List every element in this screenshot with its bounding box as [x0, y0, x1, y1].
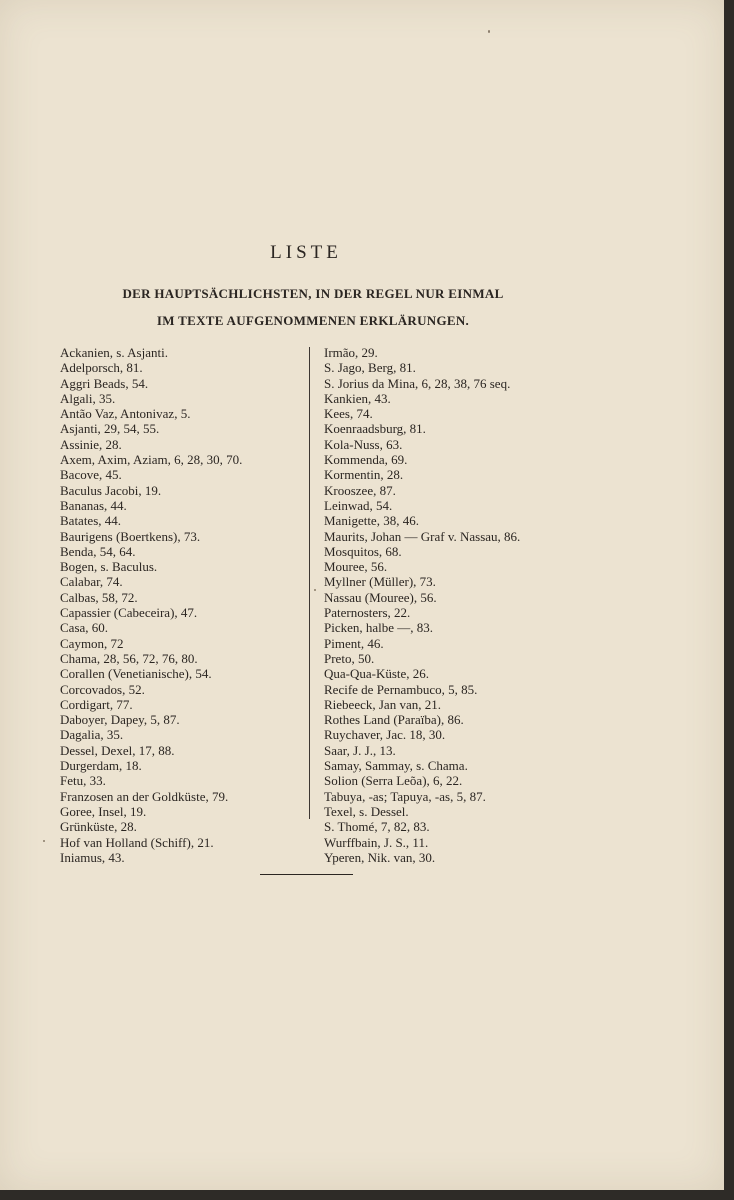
- index-entry: Dessel, Dexel, 17, 88.: [60, 742, 175, 758]
- page-title: LISTE: [270, 242, 342, 263]
- paper-speck: [314, 589, 316, 591]
- index-entry: Mouree, 56.: [324, 559, 388, 575]
- index-entry: Grünküste, 28.: [60, 819, 137, 835]
- index-column-right: [324, 345, 574, 865]
- index-entry: Kola-Nuss, 63.: [324, 436, 403, 452]
- index-entry: Algali, 35.: [60, 390, 116, 406]
- index-entry: Recife de Pernambuco, 5, 85.: [324, 681, 478, 697]
- index-entry: Riebeeck, Jan van, 21.: [324, 696, 441, 712]
- paper-speck: [488, 30, 490, 33]
- index-entry: Nassau (Mouree), 56.: [324, 589, 437, 605]
- index-entry: Baculus Jacobi, 19.: [60, 482, 162, 498]
- index-entry: Picken, halbe —, 83.: [324, 620, 434, 636]
- index-entry: Wurffbain, J. S., 11.: [324, 834, 429, 850]
- index-entry: Adelporsch, 81.: [60, 360, 143, 376]
- index-entry: Ruychaver, Jac. 18, 30.: [324, 727, 446, 743]
- index-entry: Bananas, 44.: [60, 497, 127, 513]
- index-entry: Krooszee, 87.: [324, 482, 396, 498]
- index-entry: Solion (Serra Leõa), 6, 22.: [324, 773, 463, 789]
- page-edge-bottom: [0, 1190, 734, 1200]
- index-entry: Daboyer, Dapey, 5, 87.: [60, 712, 180, 728]
- index-entry: Kankien, 43.: [324, 390, 391, 406]
- index-entry: Bogen, s. Baculus.: [60, 559, 158, 575]
- index-entry: Casa, 60.: [60, 620, 109, 636]
- index-entry: Hof van Holland (Schiff), 21.: [60, 834, 214, 850]
- index-entry: Bacove, 45.: [60, 467, 122, 483]
- index-entry: Corallen (Venetianische), 54.: [60, 666, 212, 682]
- index-entry: Kees, 74.: [324, 406, 373, 422]
- index-entry: Saar, J. J., 13.: [324, 742, 396, 758]
- index-entry: Manigette, 38, 46.: [324, 513, 419, 529]
- index-entry: Cordigart, 77.: [60, 696, 133, 712]
- index-entry: Batates, 44.: [60, 513, 122, 529]
- index-entry: S. Thomé, 7, 82, 83.: [324, 819, 430, 835]
- index-entry: Yperen, Nik. van, 30.: [324, 849, 436, 865]
- index-entry: Benda, 54, 64.: [60, 543, 136, 559]
- index-entry: Mosquitos, 68.: [324, 543, 402, 559]
- index-entry: Samay, Sammay, s. Chama.: [324, 758, 468, 774]
- index-entry: Franzosen an der Goldküste, 79.: [60, 788, 229, 804]
- index-entry: Irmão, 29.: [324, 345, 378, 360]
- index-entry: S. Jago, Berg, 81.: [324, 360, 416, 376]
- page-edge-right: [724, 0, 734, 1200]
- index-entry: Aggri Beads, 54.: [60, 375, 149, 391]
- index-entry: Axem, Axim, Aziam, 6, 28, 30, 70.: [60, 452, 243, 468]
- index-entry: Leinwad, 54.: [324, 497, 393, 513]
- index-entry: Piment, 46.: [324, 635, 384, 651]
- index-entry: Qua-Qua-Küste, 26.: [324, 666, 430, 682]
- index-entry: Paternosters, 22.: [324, 605, 411, 621]
- index-entry: Dagalia, 35.: [60, 727, 124, 743]
- index-entry: Myllner (Müller), 73.: [324, 574, 436, 590]
- paper-speck: [43, 840, 45, 842]
- index-entry: Kommenda, 69.: [324, 452, 408, 468]
- index-entry: Goree, Insel, 19.: [60, 803, 147, 819]
- index-entry: Calabar, 74.: [60, 574, 123, 590]
- index-entry: Chama, 28, 56, 72, 76, 80.: [60, 650, 198, 666]
- index-entry: Fetu, 33.: [60, 773, 106, 789]
- index-entry: Koenraadsburg, 81.: [324, 421, 426, 437]
- index-entry: Maurits, Johan — Graf v. Nassau, 86.: [324, 528, 521, 544]
- index-entry: Tabuya, -as; Tapuya, -as, 5, 87.: [324, 788, 486, 804]
- index-column-left: [60, 345, 304, 865]
- index-entry: Caymon, 72: [60, 635, 124, 651]
- subtitle-line-1: DER HAUPTSÄCHLICHSTEN, IN DER REGEL NUR EINMAL: [122, 286, 504, 301]
- index-entry: Preto, 50.: [324, 650, 375, 666]
- index-entry: Capassier (Cabeceira), 47.: [60, 605, 198, 621]
- index-entry: Ackanien, s. Asjanti.: [60, 345, 168, 360]
- index-entry: Baurigens (Boertkens), 73.: [60, 528, 201, 544]
- index-entry: Corcovados, 52.: [60, 681, 145, 697]
- subtitle-line-2: IM TEXTE AUFGENOMMENEN ERKLÄRUNGEN.: [156, 313, 470, 328]
- index-entry: Durgerdam, 18.: [60, 758, 142, 774]
- index-entry: Asjanti, 29, 54, 55.: [60, 421, 160, 437]
- index-entry: Calbas, 58, 72.: [60, 589, 138, 605]
- index-entry: Antão Vaz, Antonivaz, 5.: [60, 406, 191, 422]
- index-entry: Kormentin, 28.: [324, 467, 404, 483]
- end-rule: [260, 874, 353, 875]
- index-entry: Texel, s. Dessel.: [324, 803, 409, 819]
- index-entry: Assinie, 28.: [60, 436, 122, 452]
- column-divider: [309, 347, 310, 819]
- index-entry: Iniamus, 43.: [60, 849, 125, 865]
- index-entry: S. Jorius da Mina, 6, 28, 38, 76 seq.: [324, 375, 511, 391]
- index-entry: Rothes Land (Paraïba), 86.: [324, 712, 464, 728]
